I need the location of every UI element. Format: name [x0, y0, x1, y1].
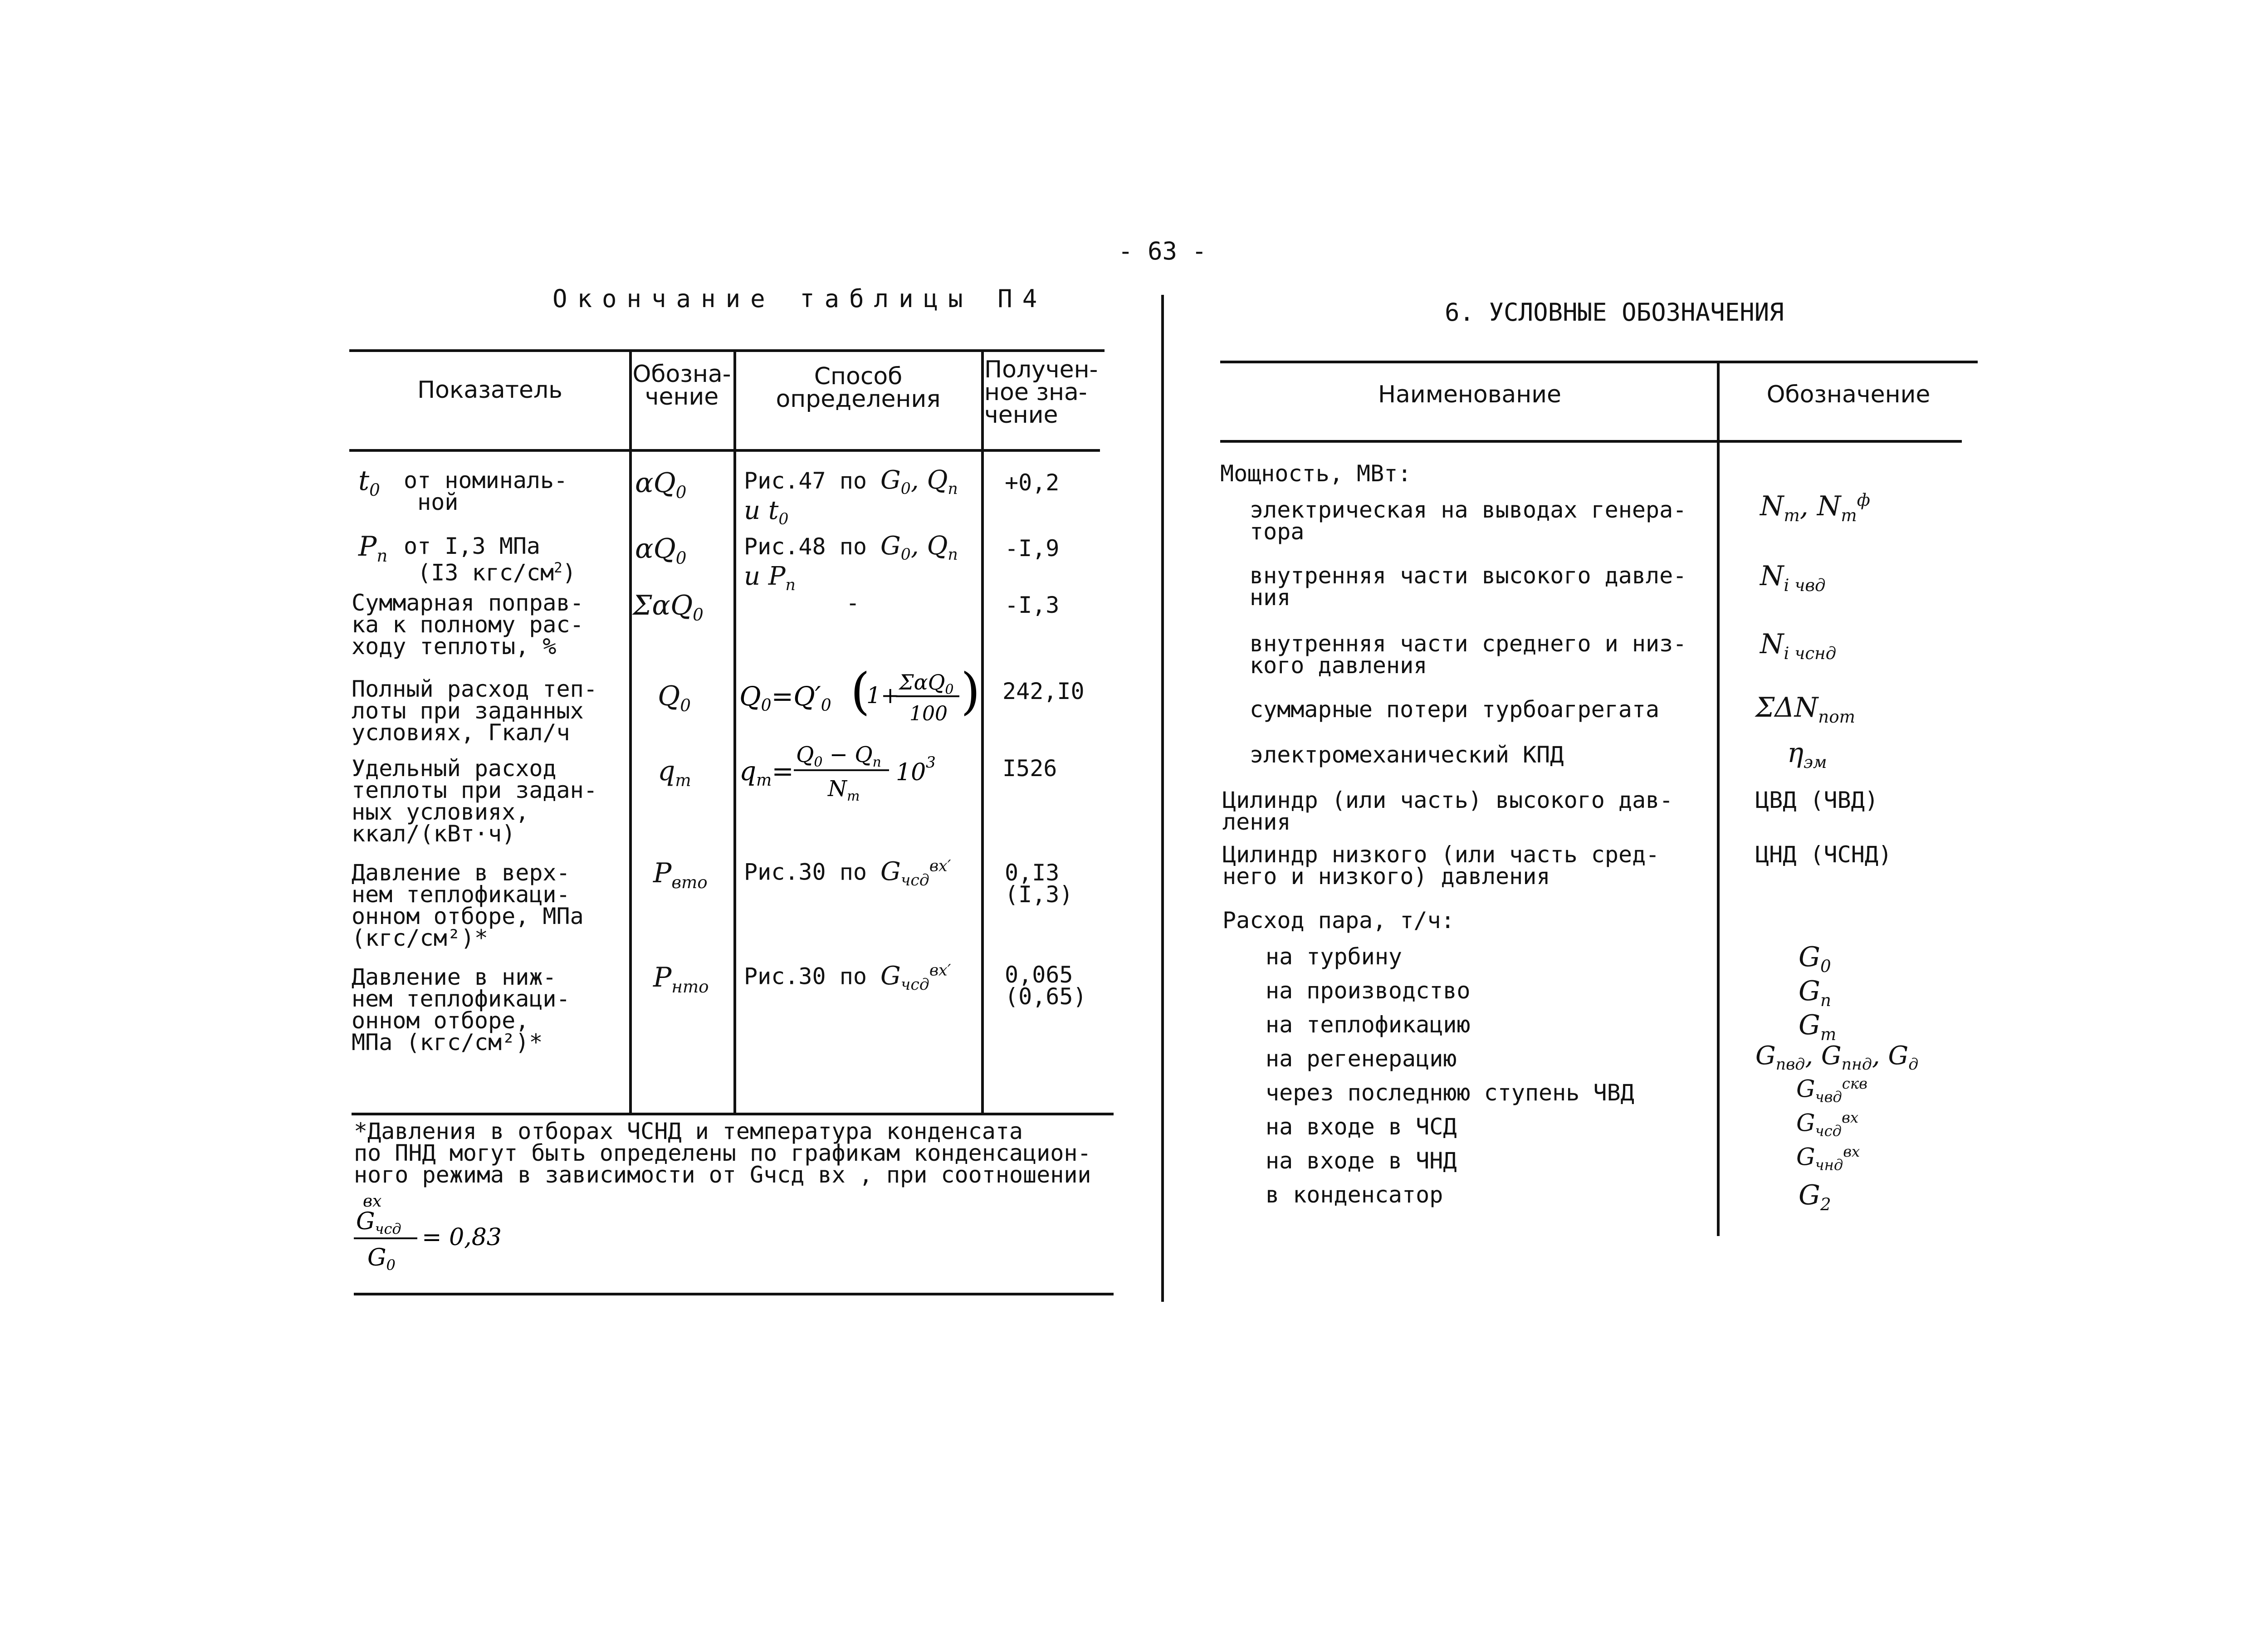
list-item: в конденсатор [1266, 1182, 1443, 1208]
list-item: на теплофикацию [1266, 1012, 1471, 1038]
list-item: на регенерацию [1266, 1046, 1457, 1072]
row1-symbol: $\alpha Q_0$ [635, 467, 687, 502]
designation-cnd: ЦНД (ЧСНД) [1755, 841, 1892, 868]
row4-indicator: Полный расход теп- лоты при заданных условиях, Гкал/ч [352, 676, 597, 746]
header-designation: Обозначение [1766, 381, 1931, 408]
designation-nt: $N_т$, $N_т^ф$ [1760, 490, 1870, 525]
row3-value: -I,3 [1005, 592, 1060, 618]
table-caption: Окончание таблицы П4 [552, 284, 1047, 313]
list-item: на турбину [1266, 943, 1403, 970]
list-item: Цилиндр низкого (или часть сред- него и низкого) давления [1222, 841, 1660, 889]
svg-text:= 0,83: = 0,83 [422, 1224, 502, 1251]
svg-text:(: ( [850, 662, 870, 720]
right-rule-top [1220, 361, 1978, 363]
row3-symbol: ΣαQ$_0$ [633, 590, 704, 625]
designation-chsd: $G_{чсд}^{вх}$ [1796, 1109, 1859, 1140]
list-item: Мощность, МВт: [1220, 460, 1412, 487]
col-line-1 [629, 349, 632, 1114]
header-method: Способ определения [776, 363, 941, 413]
svg-text:1+: 1+ [866, 682, 900, 709]
list-item: внутренняя части высокого давле- ния [1250, 562, 1687, 611]
list-item: Цилиндр (или часть) высокого дав- ления [1222, 787, 1673, 835]
footnote: *Давления в отборах ЧСНД и температура конденсата по ПНД могут быть определены по графикам конденсацион- ного режима в зависимости от Gчсд вх , при соотношении [354, 1118, 1091, 1188]
designation-cvd: ЦВД (ЧВД) [1755, 787, 1878, 813]
list-item: Расход пара, т/ч: [1222, 907, 1455, 933]
list-item: электромеханический КПД [1250, 742, 1564, 768]
designation-ni-chvd: $N_{i чвд}$ [1760, 560, 1826, 595]
designation-efficiency: $\eta_{эм}$ [1787, 737, 1827, 772]
table-rule-header [349, 449, 1100, 452]
row4-formula [739, 658, 980, 737]
svg-text:Q0 − Qп: $Q_0 - Q_п$ [796, 742, 881, 770]
svg-text:qт=: $q_т=$ [739, 756, 794, 790]
designation-ni-chsnd: $N_{i чснд}$ [1760, 628, 1837, 663]
row3-method: - [846, 590, 860, 616]
table-row [358, 465, 380, 500]
row7-method: Рис.30 по $G_{чсд}^{вх'}$ [744, 961, 951, 994]
col-line-2 [733, 349, 736, 1114]
svg-text:100: 100 [909, 702, 948, 725]
row3-indicator: Суммарная поправ- ка к полному рас- ходу теплоты, % [352, 590, 584, 660]
svg-text:103: $10^3$ [896, 753, 936, 786]
designation-losses: $\Sigma\Delta N_{пот}$ [1755, 692, 1855, 727]
row4-value: 242,I0 [1002, 678, 1085, 704]
list-item: суммарные потери турбоагрегата [1250, 696, 1660, 723]
designation-gt: $G_т$ [1799, 1009, 1837, 1044]
header-indicator: Показатель [417, 376, 562, 404]
designation-regen: $G_{пвд}$, $G_{пнд}$, $G_д$ [1755, 1041, 1919, 1074]
list-item: внутренняя части среднего и низ- кого давления [1250, 630, 1687, 679]
row1-value: +0,2 [1005, 469, 1060, 496]
row7-symbol: $P_{нто}$ [653, 962, 709, 997]
designation-g0: $G_0$ [1799, 941, 1831, 976]
svg-text:вх: вх [363, 1192, 382, 1211]
svg-text:): ) [961, 662, 980, 720]
right-rule-header-2 [1721, 440, 1962, 443]
list-item: электрическая на выводах генера- тора [1250, 497, 1687, 545]
table-rule-top [349, 349, 1105, 352]
row6-indicator: Давление в верх- нем теплофикаци- онном отборе, МПа (кгс/см²)* [352, 860, 584, 951]
svg-text:Gчсд: Gчсд [356, 1208, 401, 1237]
row6-symbol: $P_{вто}$ [653, 857, 708, 892]
designation-last-stage: $G_{чвд}^{скв}$ [1796, 1075, 1867, 1106]
row6-method: Рис.30 по $G_{чсд}^{вх'}$ [744, 856, 951, 889]
list-item: на производство [1266, 977, 1471, 1004]
table-rule-bottom [354, 1293, 1114, 1295]
footnote-formula [354, 1188, 544, 1276]
row5-indicator: Удельный расход теплоты при задан- ных условиях, ккал/(кВт·ч) [352, 755, 597, 847]
row7-indicator: Давление в ниж- нем теплофикаци- онном отборе, МПа (кгс/см²)* [352, 964, 570, 1056]
column-divider [1161, 295, 1164, 1302]
section-title: 6. УСЛОВНЫЕ ОБОЗНАЧЕНИЯ [1445, 298, 1784, 327]
page-number: - 63 - [1118, 237, 1207, 265]
row5-symbol: $q_т$ [658, 755, 691, 790]
svg-text:G0: G0 [367, 1244, 396, 1274]
row7-value: 0,065 (0,65) [1005, 962, 1087, 1010]
symbol-pp: $P_п$ [358, 531, 388, 566]
designation-gp: $G_п$ [1799, 975, 1831, 1010]
row4-symbol: $Q_0$ [658, 680, 691, 715]
list-item: на входе в ЧСД [1266, 1114, 1457, 1140]
list-item: на входе в ЧНД [1266, 1148, 1457, 1174]
row1-method: Рис.47 по $G_0$, $Q_п$ и $t_0$ [744, 465, 958, 529]
row6-value: 0,I3 (I,3) [1005, 860, 1073, 908]
header-symbol: Обозна- чение [632, 361, 731, 411]
table-rule-body-end [352, 1113, 1114, 1115]
row2-method: Рис.48 по $G_0$, $Q_п$ и $P_п$ [744, 531, 958, 595]
row2-symbol: $\alpha Q_0$ [635, 533, 687, 568]
svg-text:Q0=Q′0: $Q_0=Q'_0$ [739, 681, 831, 715]
designation-g2: $G_2$ [1799, 1179, 1831, 1214]
right-col-line [1717, 361, 1720, 1236]
col-line-3 [981, 349, 984, 1114]
row2-indicator: от I,3 МПа (I3 кгс/$см^2$) [404, 533, 576, 586]
row5-formula [739, 735, 980, 809]
svg-text:Nт: $N_т$ [828, 776, 860, 804]
symbol-t0: $t_0$ [358, 465, 380, 500]
header-value: Получен- ное зна- чение [984, 356, 1098, 429]
header-name: Наименование [1378, 381, 1562, 408]
svg-text:ΣαQ0: ΣαQ$_0$ [899, 670, 954, 698]
row5-value: I526 [1002, 755, 1057, 782]
row1-indicator: от номиналь- ной [404, 467, 568, 515]
row2-value: -I,9 [1005, 535, 1060, 562]
list-item: через последнюю ступень ЧВД [1266, 1080, 1634, 1106]
designation-chnd: $G_{чнд}^{вх}$ [1796, 1143, 1860, 1174]
